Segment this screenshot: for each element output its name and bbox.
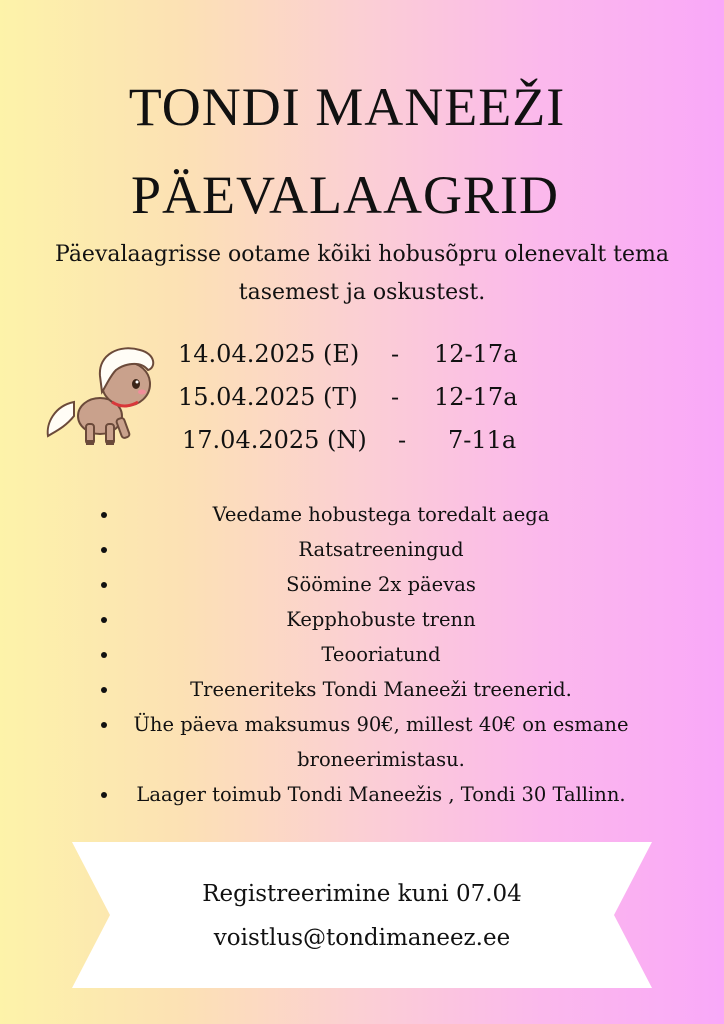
date-row: [178, 383, 538, 426]
cartoon-pony-icon: [44, 340, 162, 452]
list-item: Ratsatreeningud: [96, 532, 656, 567]
list-item: Ühe päeva maksumus 90€, millest 40€ on esmane broneerimistasu.: [96, 707, 656, 777]
dates-list: [178, 340, 538, 469]
date-dash: -: [391, 383, 400, 411]
list-item: Laager toimub Tondi Maneežis , Tondi 30 Tallinn.: [96, 777, 656, 812]
date-row: [178, 426, 538, 469]
title-line-2: PÄEVALAAGRID: [130, 165, 560, 225]
age-range: 12-17a: [434, 383, 518, 411]
registration-deadline: Registreerimine kuni 07.04: [202, 881, 522, 907]
list-item: Söömine 2x päevas: [96, 567, 656, 602]
bullet-list: [96, 497, 656, 812]
registration-banner: [72, 842, 652, 988]
list-item: Teooriatund: [96, 637, 656, 672]
banner-text: [72, 872, 652, 960]
date-dash: -: [398, 426, 407, 454]
date-text: 15.04.2025 (T): [178, 383, 358, 411]
date-dash: -: [391, 340, 400, 368]
list-item: Kepphobuste trenn: [96, 602, 656, 637]
age-range: 12-17a: [434, 340, 518, 368]
date-text: 17.04.2025 (N): [182, 426, 367, 454]
intro-text: Päevalaagrisse ootame kõiki hobusõpru olenevalt tema tasemest ja oskustest.: [55, 242, 669, 305]
list-item: Treeneriteks Tondi Maneeži treenerid.: [96, 672, 656, 707]
contact-email[interactable]: voistlus@tondimaneez.ee: [213, 925, 511, 951]
date-row: [178, 340, 538, 383]
list-item: Veedame hobustega toredalt aega: [96, 497, 656, 532]
title-line-1: TONDI MANEEŽI: [128, 77, 566, 137]
age-range: 7-11a: [448, 426, 517, 454]
date-text: 14.04.2025 (E): [178, 340, 360, 368]
